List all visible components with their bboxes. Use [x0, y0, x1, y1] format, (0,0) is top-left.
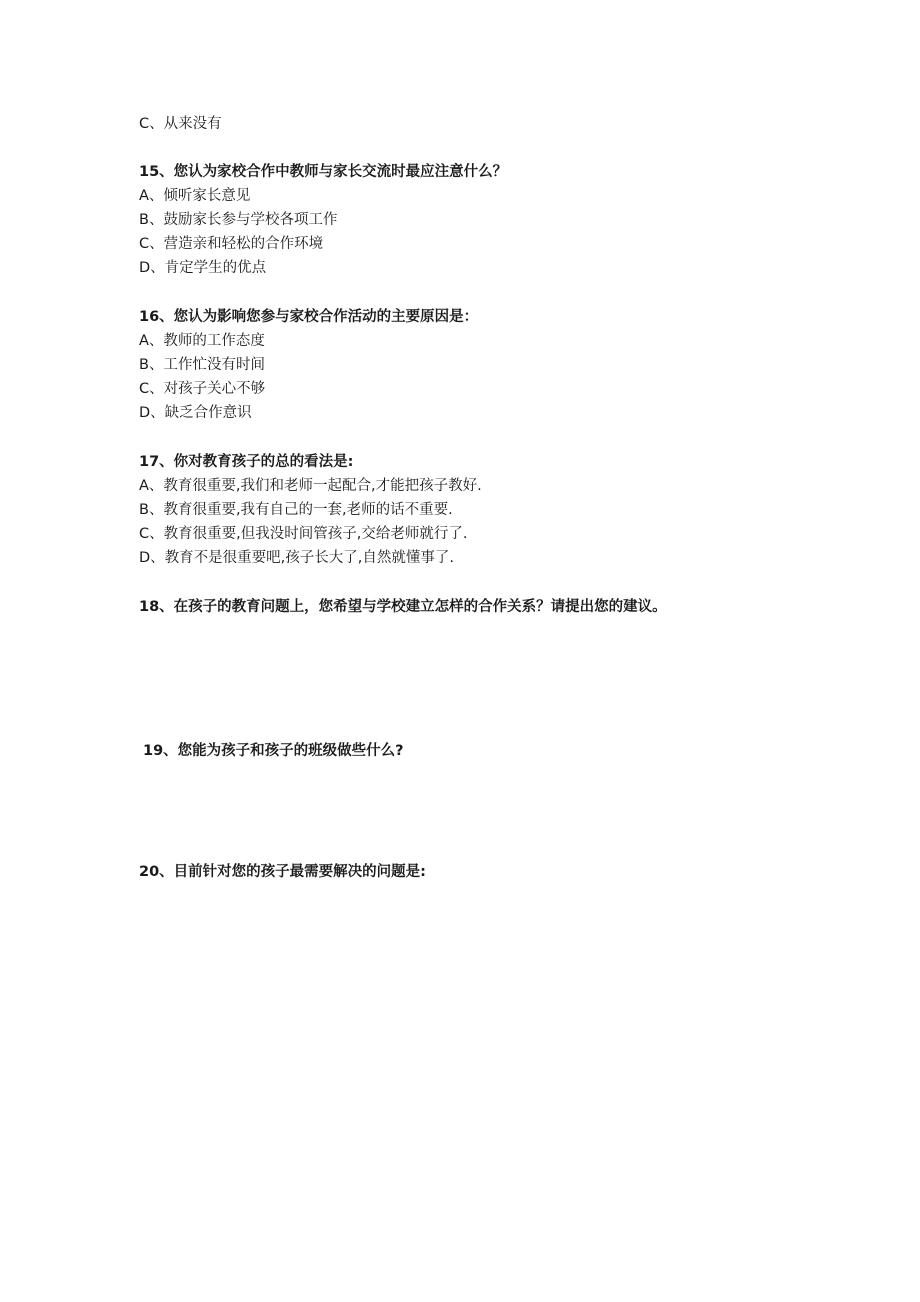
question-20-title: 20、目前针对您的孩子最需要解决的问题是: [139, 864, 426, 880]
question-15-option-d: D、肯定学生的优点 [139, 260, 267, 276]
question-15-option-c: C、营造亲和轻松的合作环境 [139, 236, 324, 252]
question-19-title: 19、您能为孩子和孩子的班级做些什么? [143, 743, 404, 759]
question-17-option-b: B、教育很重要,我有自己的一套,老师的话不重要. [139, 502, 453, 518]
question-18-title: 18、在孩子的教育问题上，您希望与学校建立怎样的合作关系？请提出您的建议。 [139, 599, 667, 615]
question-17-option-a: A、教育很重要,我们和老师一起配合,才能把孩子教好. [139, 478, 482, 494]
question-16-option-a: A、教师的工作态度 [139, 333, 265, 349]
question-17-option-d: D、教育不是很重要吧,孩子长大了,自然就懂事了. [139, 550, 454, 566]
prev-question-option-c: C、从来没有 [139, 116, 222, 132]
question-16-option-d: D、缺乏合作意识 [139, 405, 252, 421]
question-17-title: 17、你对教育孩子的总的看法是: [139, 454, 354, 470]
question-16-option-b: B、工作忙没有时间 [139, 357, 265, 373]
question-16-title: 16、您认为影响您参与家校合作活动的主要原因是： [139, 309, 479, 325]
question-15-option-a: A、倾听家长意见 [139, 188, 251, 204]
question-15-option-b: B、鼓励家长参与学校各项工作 [139, 212, 338, 228]
question-15-title: 15、您认为家校合作中教师与家长交流时最应注意什么？ [139, 164, 508, 180]
question-17-option-c: C、教育很重要,但我没时间管孩子,交给老师就行了. [139, 526, 468, 542]
question-16-option-c: C、对孩子关心不够 [139, 381, 266, 397]
